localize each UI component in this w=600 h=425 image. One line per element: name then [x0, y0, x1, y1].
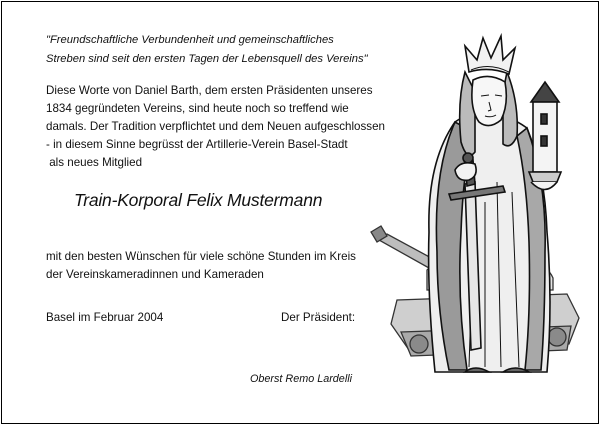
president-label: Der Präsident:	[281, 311, 356, 324]
wishes-paragraph	[46, 248, 376, 284]
paragraph-line: - in diesem Sinne begrüsst der Artillerie-Verein Basel-Stadt	[46, 138, 348, 151]
tower-icon	[529, 82, 561, 190]
paragraph-line: der Vereinskameradinnen und Kameraden	[46, 268, 264, 281]
paragraph-line: Diese Worte von Daniel Barth, dem ersten Präsidenten unseres	[46, 84, 373, 97]
saint-barbara-icon	[429, 36, 561, 372]
saint-barbara-illustration	[357, 32, 589, 397]
welcome-paragraph	[46, 82, 385, 172]
president-signature: Oberst Remo Lardelli	[250, 373, 353, 385]
paragraph-line: 1834 gegründeten Vereins, sind heute noch so treffend wie	[46, 102, 349, 115]
paragraph-line: als neues Mitglied	[46, 156, 143, 169]
place-date: Basel im Februar 2004	[46, 311, 164, 324]
membership-certificate	[1, 1, 599, 424]
paragraph-line: damals. Der Tradition verpflichtet und dem Neuen aufgeschlossen	[46, 120, 385, 133]
founder-quote	[46, 31, 386, 69]
quote-line-2: Streben sind seit den ersten Tagen der Lebensquell des Vereins"	[46, 53, 368, 65]
quote-line-1: "Freundschaftliche Verbundenheit und gemeinschaftliches	[46, 34, 334, 46]
paragraph-line: mit den besten Wünschen für viele schöne Stunden im Kreis	[46, 250, 356, 263]
recipient-name: Train-Korporal Felix Mustermann	[74, 190, 323, 210]
